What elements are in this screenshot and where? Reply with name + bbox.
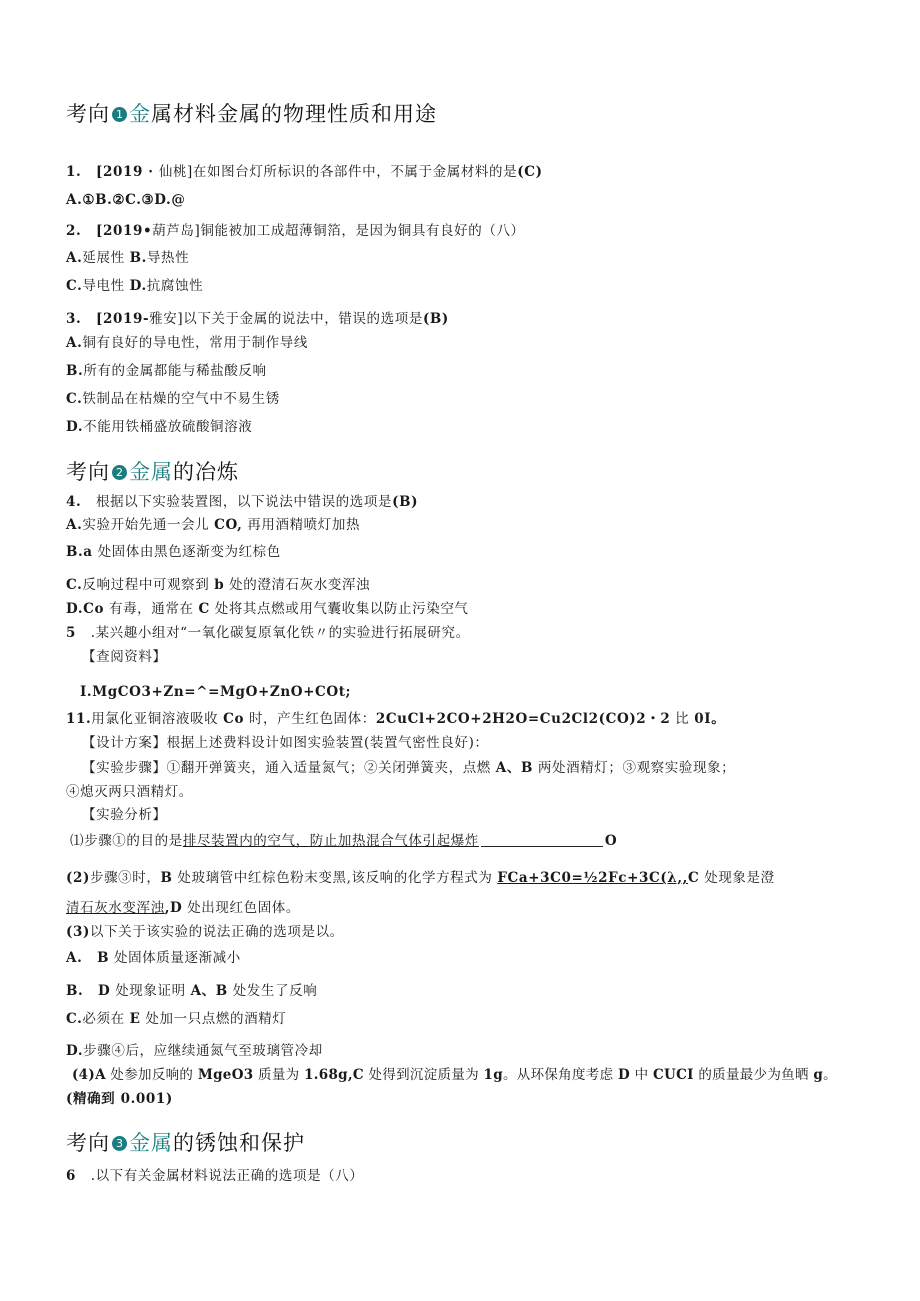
analysis-item-3-option-c: C.必须在 E 处加一只点燃的酒精灯 bbox=[66, 1011, 287, 1027]
experiment-steps: 【实验步骤】①翻开弹簧夹，通入适量氮气；②关闭弹簧夹，点燃 A、B 两处酒精灯；③观察实验现象； bbox=[82, 760, 736, 776]
analysis-item-3-option-d: D.步骤④后，应继续通氮气至玻璃管冷却 bbox=[66, 1043, 323, 1059]
section-heading-2: 考向 2 金属的冶炼 bbox=[66, 460, 239, 484]
analysis-item-2: (2)步骤③时，B 处玻璃管中红棕色粉末变黑,该反响的化学方程式为 FCa+3C0=½2Fc+3C(λ,,C 处现象是澄 bbox=[66, 870, 775, 886]
number-badge: 3 bbox=[112, 1136, 127, 1151]
analysis-item-1: ⑴步骤①的目的是排尽装置内的空气，防止加热混合气体引起爆炸 O bbox=[70, 833, 618, 849]
analysis-item-4: (4)A 处参加反响的 MgeO3 质量为 1.68g,C 处得到沉淀质量为 1g。从环保角度考虑 D 中 CUCI 的质量最少为鱼晒 g。 bbox=[72, 1067, 837, 1083]
number-badge: 2 bbox=[112, 465, 127, 480]
question-3-option-b: B.所有的金属都能与稀盐酸反响 bbox=[66, 363, 267, 379]
question-2: 2. [2019•葫芦岛]铜能被加工成超薄铜箔，是因为铜具有良好的（八） bbox=[66, 223, 525, 239]
question-1: 1. [2019 · 仙桃]在如图台灯所标识的各部件中，不属于金属材料的是(C) bbox=[66, 164, 543, 180]
reference-item-2: 11.用氯化亚铜溶液吸收 Co 时，产生红色固体：2CuCl+2CO+2H2O=Cu2Cl2(CO)2・2 比 0I。 bbox=[66, 711, 726, 727]
number-badge: 1 bbox=[112, 107, 127, 122]
question-1-options: A.①B.②C.③D.@ bbox=[66, 192, 186, 208]
question-5: 5 .某兴趣小组对“一氧化碳复原氧化铁〃的实验进行拓展研究。 bbox=[66, 625, 470, 641]
question-4-option-d: D.Co 有毒，通常在 C 处将其点燃或用气囊收集以防止污染空气 bbox=[66, 601, 469, 617]
question-4: 4. 根据以下实验装置图，以下说法中错误的选项是(B) bbox=[66, 494, 419, 510]
reference-item-1: I.MgCO3+Zn=^=MgO+ZnO+COt; bbox=[80, 684, 352, 700]
analysis-item-3-option-b: B. D 处现象证明 A、B 处发生了反响 bbox=[66, 983, 318, 999]
experiment-steps-cont: ④熄灭两只酒精灯。 bbox=[66, 784, 193, 800]
question-4-option-c: C.反响过程中可观察到 b 处的澄清石灰水变浑浊 bbox=[66, 577, 371, 593]
question-3-option-d: D.不能用铁桶盛放硫酸铜溶液 bbox=[66, 419, 253, 435]
section-heading-1: 考向 1 金属材料金属的物理性质和用途 bbox=[66, 102, 437, 126]
question-2-options-cd: C.导电性 D.抗腐蚀性 bbox=[66, 278, 204, 294]
analysis-item-3-option-a: A. B 处固体质量逐渐减小 bbox=[66, 950, 241, 966]
analysis-heading: 【实验分析】 bbox=[82, 807, 167, 823]
question-3: 3. [2019-雅安]以下关于金属的说法中，错误的选项是(B) bbox=[66, 311, 449, 327]
question-4-option-b: B.a 处固体由黑色逐渐变为红棕色 bbox=[66, 544, 281, 560]
analysis-item-3: (3)以下关于该实验的说法正确的选项是以。 bbox=[66, 924, 344, 940]
question-2-options-ab: A.延展性 B.导热性 bbox=[66, 250, 190, 266]
answer-blank bbox=[481, 834, 603, 847]
question-4-option-a: A.实验开始先通一会儿 CO, 再用酒精喷灯加热 bbox=[66, 517, 361, 533]
question-3-option-c: C.铁制品在枯燥的空气中不易生锈 bbox=[66, 391, 280, 407]
section-heading-3: 考向 3 金属的锈蚀和保护 bbox=[66, 1131, 305, 1155]
reference-heading: 【查阅资料】 bbox=[82, 649, 167, 665]
design-plan: 【设计方案】根据上述费料设计如图实验装置(装置气密性良好)： bbox=[82, 735, 489, 751]
analysis-item-4-cont: (精确到 0.001) bbox=[66, 1091, 173, 1107]
question-3-option-a: A.铜有良好的导电性，常用于制作导线 bbox=[66, 335, 308, 351]
question-6: 6 .以下有关金属材料说法正确的选项是（八） bbox=[66, 1168, 364, 1184]
analysis-item-2-cont: 清石灰水变浑浊,D 处出现红色固体。 bbox=[66, 900, 301, 916]
